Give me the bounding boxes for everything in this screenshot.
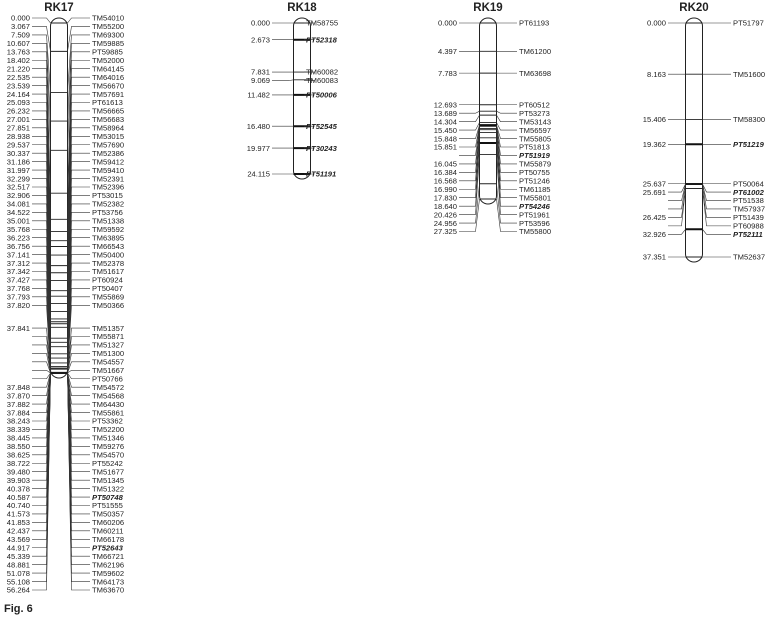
marker-name-label: TM59276 [92,442,125,452]
position-label: 18.640 [433,201,457,211]
position-label: 15.851 [433,142,457,152]
position-label: 40.378 [6,484,30,494]
marker-name-label: TM55800 [519,227,552,237]
marker-name-label: PT51813 [519,142,550,152]
marker-name-label: TM55879 [519,159,552,169]
figure-caption: Fig. 6 [4,603,33,615]
left-leader-line [32,373,51,379]
marker-name-label: TM58300 [733,115,766,125]
marker-name-label: TM51600 [733,69,766,79]
marker-name-label: TM51357 [92,323,125,333]
position-label: 16.045 [433,159,457,169]
marker-name-label: TM51327 [92,340,125,350]
marker-pt50766 [32,373,123,383]
position-label: 48.881 [6,560,30,570]
marker-name-label: TM50400 [92,250,125,260]
linkage-groups [7,2,765,595]
position-label: 32.299 [6,174,30,184]
marker-name-label: TM57937 [733,204,766,214]
marker-name-label: TM51322 [92,484,125,494]
position-label: 38.722 [6,458,30,468]
position-label: 0.000 [646,18,666,28]
marker-name-label: TM52382 [92,199,125,209]
position-label: 11.482 [247,90,270,100]
marker-name-label: TM59602 [92,568,125,578]
marker-name-label: TM56665 [92,106,125,116]
position-label: 27.851 [6,123,30,133]
marker-name-label: PT52111 [733,230,763,240]
position-label: 16.480 [246,121,270,131]
right-leader-line [68,18,91,23]
position-label: 23.539 [6,81,30,91]
marker-name-label: TM63895 [92,233,125,243]
position-label: 56.264 [6,585,30,595]
position-label: 18.402 [6,55,30,65]
position-label: 27.325 [433,227,457,237]
position-label: 37.841 [6,323,30,333]
right-leader-line [703,184,732,192]
position-label: 37.870 [6,391,30,401]
right-leader-line [497,111,518,113]
position-label: 43.569 [6,535,30,544]
marker-name-label: TM55200 [92,22,125,32]
left-leader-line [459,126,480,164]
marker-name-label: PT61193 [519,18,550,28]
position-label: 24.164 [6,89,30,99]
position-label: 38.243 [6,416,30,426]
marker-name-label: TM69300 [92,30,125,40]
position-label: 17.830 [433,193,457,203]
position-label: 8.163 [646,69,666,79]
marker-name-label: TM60211 [92,526,124,536]
position-label: 21.220 [6,64,30,74]
position-label: 0.000 [10,13,30,23]
marker-name-label: TM54570 [92,450,125,460]
position-label: 12.693 [433,100,457,110]
position-label: 37.848 [6,382,30,392]
left-leader-line [459,123,480,131]
position-label: 45.339 [6,551,30,561]
position-label: 7.509 [10,30,30,40]
position-label: 13.689 [433,108,457,118]
marker-name-label: TM59885 [92,39,125,49]
right-leader-line [68,345,91,373]
position-label: 15.450 [433,125,457,135]
position-label: 31.186 [6,157,30,167]
right-leader-line [68,370,91,373]
marker-name-label: PT50064 [733,179,764,189]
marker-name-label: PT51191 [306,169,337,179]
position-label: 7.783 [437,68,457,78]
position-label: 32.906 [6,191,30,201]
marker-name-label: TM51345 [92,475,125,485]
left-leader-line [668,184,686,192]
position-label: 9.069 [250,76,270,86]
marker-name-label: TM61200 [519,47,552,57]
position-label: 37.342 [6,267,30,277]
left-leader-line [272,80,294,81]
position-label: 26.425 [642,213,666,223]
marker-name-label: TM55805 [519,134,552,144]
position-label: 0.000 [437,18,457,28]
marker-name-label: TM52200 [92,425,125,435]
position-label: 22.535 [6,72,30,82]
marker-pt51191 [247,170,336,179]
marker-name-label: PT51538 [733,196,764,206]
marker-name-label: TM57691 [92,89,125,99]
position-label: 44.917 [6,543,30,553]
position-label: 40.587 [6,492,30,502]
marker-tm58300 [643,115,765,124]
right-leader-line [497,115,518,122]
marker-name-label: PT60512 [519,100,550,110]
marker-name-label: PT50755 [519,168,550,178]
marker-name-label: TM55869 [92,292,125,302]
position-label: 32.926 [642,230,666,240]
right-leader-line [497,123,518,131]
position-label: 29.537 [6,140,30,150]
marker-name-label: TM53143 [519,117,552,127]
marker-name-label: TM52378 [92,258,125,268]
marker-name-label: TM66543 [92,241,125,251]
marker-name-label: TM58755 [306,18,339,28]
marker-name-label: TM63670 [92,585,125,595]
position-label: 41.573 [6,509,30,519]
marker-name-label: TM52637 [733,252,766,262]
marker-name-label: TM59592 [92,224,125,234]
marker-name-label: TM52000 [92,55,125,65]
position-label: 39.903 [6,475,30,485]
position-label: 24.956 [433,218,457,228]
marker-name-label: TM66721 [92,551,125,561]
marker-name-label: TM56670 [92,81,125,91]
position-label: 19.977 [246,143,270,153]
left-leader-line [32,370,51,373]
marker-tm51600 [647,70,765,79]
marker-name-label: TM60206 [92,518,125,528]
right-leader-line [703,229,732,234]
marker-name-label: PT53015 [92,191,123,201]
marker-name-label: PT50006 [306,90,337,100]
marker-name-label: TM51300 [92,349,125,359]
position-label: 34.081 [6,199,30,209]
position-label: 2.673 [250,35,270,45]
left-leader-line [32,373,51,387]
marker-name-label: TM59412 [92,157,125,167]
position-label: 37.884 [6,408,30,418]
linkage-group-rk18 [247,2,338,179]
position-label: 27.001 [6,115,30,125]
marker-name-label: TM50357 [92,509,125,519]
marker-name-label: PT60924 [92,275,123,285]
marker-name-label: PT50748 [92,492,123,502]
position-label: 38.339 [6,425,30,435]
position-label: 16.990 [433,184,457,194]
marker-name-label: TM53015 [92,132,125,141]
marker-name-label: PT53273 [519,108,550,118]
marker-name-label: PT60988 [733,221,764,231]
marker-name-label: TM60083 [306,76,339,86]
position-label: 28.938 [6,132,30,141]
position-label: 37.141 [6,250,30,260]
marker-name-label: TM63698 [519,68,552,78]
right-leader-line [703,189,732,226]
marker-name-label: PT50407 [92,284,123,294]
marker-name-label: PT51439 [733,213,764,223]
marker-name-label: PT53596 [519,218,550,228]
marker-name-label: TM51667 [92,366,125,375]
marker-name-label: TM52386 [92,148,125,158]
position-label: 35.768 [6,224,30,234]
position-label: 7.831 [250,67,270,77]
marker-name-label: PT61002 [733,187,764,197]
marker-name-label: TM61185 [519,184,551,194]
marker-name-label: TM64145 [92,64,125,74]
marker-name-label: TM52391 [92,174,125,184]
marker-name-label: PT61613 [92,98,123,108]
right-leader-line [497,125,518,138]
marker-name-label: PT51961 [519,210,550,220]
right-leader-line [68,305,91,373]
position-label: 30.337 [6,148,30,158]
left-leader-line [668,184,686,209]
right-leader-line [68,288,91,372]
marker-name-label: PT51555 [92,501,123,511]
marker-name-label: PT52643 [92,543,123,553]
group-title-rk17: RK17 [44,2,74,14]
marker-name-label: TM64173 [92,577,125,587]
position-label: 20.426 [433,210,457,220]
left-leader-line [32,18,51,23]
position-label: 31.997 [6,165,30,175]
marker-name-label: TM55861 [92,408,125,418]
position-label: 37.351 [642,252,666,262]
right-leader-line [68,362,91,373]
marker-name-label: TM62196 [92,560,125,570]
marker-name-label: TM54568 [92,391,125,401]
position-label: 37.882 [6,399,30,409]
group-title-rk19: RK19 [473,2,503,14]
position-label: 25.093 [6,98,30,108]
marker-name-label: TM51338 [92,216,125,226]
position-label: 15.848 [433,134,457,144]
marker-name-label: PT59885 [92,47,123,57]
marker-name-label: TM59410 [92,165,125,175]
marker-name-label: TM66178 [92,535,125,544]
marker-name-label: PT50766 [92,374,123,384]
marker-pt30243 [247,144,338,153]
position-label: 26.232 [6,106,30,116]
marker-pt52545 [247,122,338,131]
marker-name-label: TM55871 [92,332,125,342]
position-label: 55.108 [6,577,30,587]
marker-name-label: TM60082 [306,67,339,77]
position-label: 4.397 [437,47,457,57]
left-leader-line [32,26,51,51]
position-label: 42.437 [6,526,30,536]
marker-name-label: PT51919 [519,151,550,161]
marker-name-label: PT51219 [733,140,764,150]
marker-name-label: PT30243 [306,143,337,153]
position-label: 37.793 [6,292,30,302]
marker-name-label: TM64016 [92,72,125,82]
position-label: 37.312 [6,258,30,268]
position-label: 24.115 [247,169,270,179]
marker-pt51797 [647,19,764,28]
left-leader-line [668,229,686,234]
marker-name-label: PT53362 [92,416,123,426]
position-label: 19.362 [642,140,666,150]
linkage-group-rk20 [643,2,765,262]
right-leader-line [703,184,732,209]
right-leader-line [68,337,91,374]
marker-name-label: PT52545 [306,121,337,131]
linkage-group-rk19 [434,2,551,236]
marker-name-label: PT53756 [92,208,123,218]
right-leader-line [68,373,91,379]
left-leader-line [459,125,480,138]
position-label: 10.607 [6,39,30,49]
linkage-group-rk17 [7,2,124,595]
marker-name-label: TM52396 [92,182,125,192]
right-leader-line [68,373,91,387]
marker-name-label: TM50366 [92,301,125,310]
position-label: 34.522 [6,208,30,218]
group-title-rk20: RK20 [679,2,709,14]
position-label: 35.001 [6,216,30,226]
left-leader-line [32,328,51,373]
position-label: 38.550 [6,442,30,452]
marker-name-label: TM56683 [92,115,125,125]
position-label: 51.078 [6,568,30,578]
marker-pt51219 [643,140,765,149]
chromosome-bar-rk20 [686,18,703,262]
marker-name-label: TM54557 [92,357,125,367]
marker-name-label: TM57690 [92,140,125,150]
left-leader-line [459,115,480,122]
marker-name-label: PT55242 [92,458,123,468]
marker-name-label: PT52318 [306,35,337,45]
position-label: 16.384 [433,168,457,178]
position-label: 38.625 [6,450,30,460]
left-leader-line [459,111,480,113]
position-label: 13.763 [6,47,30,57]
position-label: 16.568 [433,176,457,186]
group-title-rk18: RK18 [287,2,317,14]
position-label: 38.445 [6,433,30,443]
position-label: 25.637 [642,179,666,189]
marker-tm52637 [643,253,765,262]
position-label: 3.067 [10,22,30,32]
marker-pt50006 [247,91,337,100]
marker-name-label: PT51246 [519,176,550,186]
marker-name-label: TM51617 [92,267,125,277]
position-label: 32.517 [6,182,30,192]
position-label: 36.223 [6,233,30,243]
marker-name-label: TM55801 [519,193,552,203]
position-label: 0.000 [250,18,270,28]
right-leader-line [703,189,732,218]
marker-name-label: TM56597 [519,125,552,135]
marker-name-label: TM51677 [92,467,125,477]
marker-name-label: TM58964 [92,123,125,133]
position-label: 41.853 [6,518,30,528]
marker-name-label: PT54246 [519,201,550,211]
position-label: 14.304 [433,117,457,127]
position-label: 39.480 [6,467,30,477]
position-label: 25.691 [642,187,666,197]
position-label: 37.820 [6,301,30,310]
position-label: 15.406 [642,115,666,125]
right-leader-line [497,126,518,164]
marker-name-label: TM54010 [92,13,125,23]
marker-name-label: PT51797 [733,18,764,28]
position-label: 40.740 [6,501,30,511]
position-label: 37.768 [6,284,30,294]
marker-name-label: TM54572 [92,382,125,392]
marker-name-label: TM51346 [92,433,125,443]
position-label: 36.756 [6,241,30,251]
position-label: 37.427 [6,275,30,285]
marker-name-label: TM64430 [92,399,125,409]
